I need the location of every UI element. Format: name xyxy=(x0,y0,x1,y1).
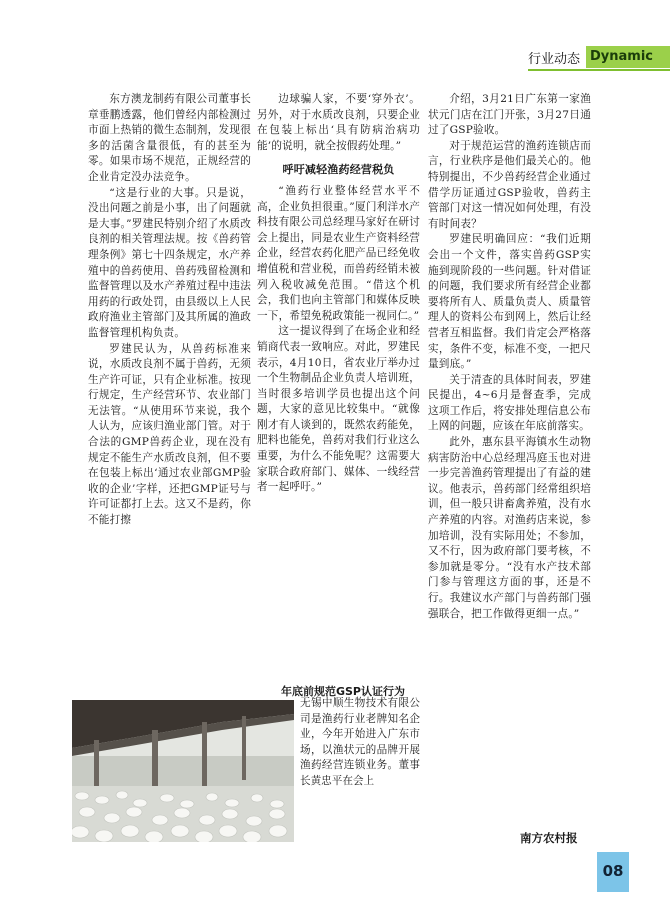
page-number: 08 xyxy=(597,852,629,892)
paragraph: 关于清查的具体时间表，罗建民提出，4~6月是督查季，完成这项工作后，将安排处理信息公布上网的问题，应该在年底前落实。 xyxy=(428,373,591,433)
header-badge: Dynamic xyxy=(586,46,670,68)
paragraph: 介绍，3月21日广东第一家渔状元门店在江门开张，3月27日通过了GSP验收。 xyxy=(428,93,591,137)
paragraph-wuxi xyxy=(300,696,420,790)
article-column-2 xyxy=(257,92,420,682)
paragraph: 无锡中顺生物技术有限公司是渔药行业老牌知名企业，今年开始进入广东市场，以渔状元的品牌开展渔药经营连锁业务。董事长黄忠平在会上 xyxy=(300,697,420,787)
paragraph: 此外，惠东县平海镇水生动物病害防治中心总经理冯庭玉也对进一步完善渔药管理提出了有益的建议。他表示，兽药部门经常组织培训，但一般只讲畜禽养殖，没有水产养殖的内容。对渔药店来说，参加培训，没有实际用处；不参加，又不行，因为政府部门要考核，不参加就是零分。“没有水产技术部门参与管理这方面的事，还是不行。我建议水产部门与兽药部门强强联合，把工作做得更细一点。” xyxy=(428,436,591,620)
paragraph: 罗建民认为，从兽药标准来说，水质改良剂不属于兽药，无须生产许可证，只有企业标准。按现行规定，生产经营环节、农业部门无法管。“从使用环节来说，我个人认为，应该归渔业部门管。对于合法的GMP兽药企业，现在没有规定不能生产水质改良剂，但不要在包装上标出‘通过农业部GMP验收的企业’字样，还把GMP证号与许可证都打上去。这又不是药，你不能打擦 xyxy=(88,342,251,527)
paragraph: 对于规范运营的渔药连锁店而言，行业秩序是他们最关心的。他特别提出，不少兽药经营企业通过借学历证通过GSP验收，兽药主管部门对这一情况如何处理，有没有时间表？ xyxy=(428,139,591,230)
article-column-3 xyxy=(428,92,591,822)
paragraph: 罗建民明确回应：“我们近期会出一个文件，落实兽药GSP实施到现阶段的一些问题。针对借证的问题，我们要求所有经营企业都要将所有人、质量负责人、质量管理人的资料公布到网上，然后让经营者互相监督。我们肯定会严格落实，条件不变，标准不变，一把尺量到底。” xyxy=(428,233,591,371)
paragraph: 这一提议得到了在场企业和经销商代表一致响应。对此，罗建民表示，4月10日，省农业厅举办过一个生物制品企业负责人培训班，当时很多培训学员也提出这个问题，大家的意见比较集中。“就像刚才有人谈到的，既然农药能免，肥料也能免，兽药对我们行业这么重要，为什么不能免呢？这需要大家联合政府部门、媒体、一线经营者一起呼吁。” xyxy=(257,325,420,494)
section-heading-gsp: 年底前规范GSP认证行为 xyxy=(280,685,405,698)
section-heading: 呼吁减轻渔药经营税负 xyxy=(282,163,395,177)
duck-farm-photo xyxy=(72,700,294,842)
article-column-1 xyxy=(88,92,251,692)
header-section-label: 行业动态 xyxy=(528,52,581,67)
paragraph: “这是行业的大事。只是说，没出问题之前是小事，出了问题就是大事。”罗建民特别介绍了水质改良剂的相关管理法规。按《兽药管理条例》第七十四条规定，水产养殖中的兽药使用、兽药残留检测和监督管理以及水产养殖过程中违法用药的行政处罚，由县级以上人民政府渔业主管部门及其所属的渔政监督管理机构负责。 xyxy=(88,186,251,339)
paragraph: 东方澳龙制药有限公司董事长章垂鹏透露，他们曾经内部检测过市面上热销的微生态制剂，发现很多的活菌含量很低，有的甚至为零。如果市场不规范，正规经营的企业肯定没办法竞争。 xyxy=(88,93,251,183)
paragraph: 边球骗人家，不要‘穿外衣’。另外，对于水质改良剂，只要企业在包装上标出‘具有防病治病功能’的说明，就全按假药处理。” xyxy=(257,93,420,152)
duck-farm-illustration xyxy=(72,700,294,842)
header-rule xyxy=(528,69,670,71)
paragraph: “渔药行业整体经营水平不高，企业负担很重。”厦门利洋水产科技有限公司总经理马家好在研讨会上提出，同是农业生产资料经营企业，经营农药化肥产品已经免收增值税和营业税，而兽药经销未被列入税收减免范围。“借这个机会，我们也向主管部门和媒体反映一下，希望免税政策能一视同仁。” xyxy=(257,184,420,322)
source-credit: 南方农村报 xyxy=(520,831,578,845)
